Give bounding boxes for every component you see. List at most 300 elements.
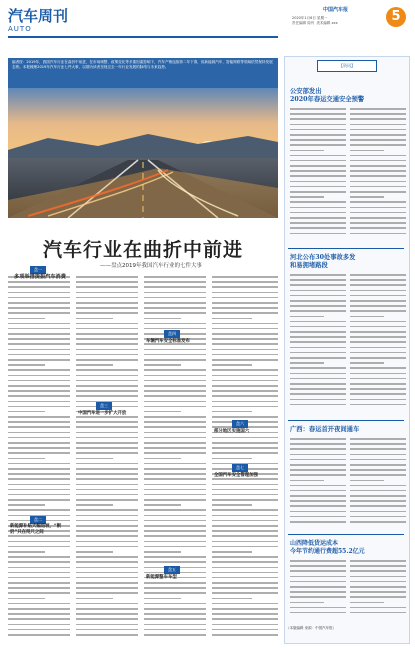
text-line (212, 608, 278, 610)
text-line (212, 458, 252, 460)
text-line (144, 401, 206, 403)
text-line (8, 608, 70, 610)
text-line (144, 359, 206, 361)
text-line (144, 416, 206, 418)
text-line (212, 328, 278, 330)
text-line (290, 383, 346, 385)
text-line (76, 442, 138, 444)
text-line (76, 561, 138, 563)
text-line (76, 338, 138, 340)
text-line (144, 468, 206, 470)
text-line (290, 113, 346, 115)
text-line (350, 448, 406, 450)
text-line (8, 458, 45, 460)
text-line (76, 468, 138, 470)
text-line (212, 551, 252, 553)
text-line (212, 307, 278, 309)
text-line (8, 463, 70, 465)
text-line (350, 591, 406, 593)
text-line (290, 378, 346, 380)
text-line (212, 302, 278, 304)
text-line (212, 318, 252, 320)
text-line (350, 388, 406, 390)
text-line (8, 338, 70, 340)
text-line (290, 217, 346, 219)
section-tag-5: 盘五 (164, 566, 180, 574)
text-line (290, 393, 346, 395)
text-line (76, 302, 138, 304)
text-line (144, 603, 206, 605)
text-line (76, 499, 138, 501)
sidebar-item-1-body-b (350, 108, 406, 242)
text-line (8, 509, 70, 511)
text-line (144, 390, 206, 392)
text-line (290, 295, 346, 297)
text-line (76, 520, 138, 522)
sidebar-item-2-body-a (290, 274, 346, 414)
text-line (76, 276, 138, 278)
text-line (76, 478, 138, 480)
text-line (350, 607, 406, 609)
text-line (212, 390, 278, 392)
text-line (144, 582, 206, 584)
text-line (290, 181, 346, 183)
text-line (212, 437, 278, 439)
text-line (290, 454, 346, 456)
text-line (212, 603, 278, 605)
section-subtitle-2: 新能源补贴大幅退坡，“断奶”只在咫尺之间 (10, 524, 62, 535)
text-line (350, 336, 406, 338)
text-line (76, 494, 138, 496)
article-headline: 汽车行业在曲折中前进 (42, 239, 243, 261)
text-line (290, 576, 346, 578)
text-line (8, 442, 70, 444)
text-line (76, 328, 138, 330)
text-line (144, 561, 206, 563)
text-line (350, 124, 406, 126)
text-line (8, 452, 70, 454)
text-line (290, 362, 324, 364)
text-line (290, 134, 346, 136)
text-line (290, 591, 346, 593)
text-line (212, 286, 278, 288)
text-line (290, 336, 346, 338)
text-line (212, 369, 278, 371)
sidebar-item-3-body-a (290, 438, 346, 528)
text-line (76, 369, 138, 371)
text-line (290, 222, 346, 224)
text-line (350, 274, 406, 276)
text-line (76, 312, 138, 314)
text-line (350, 612, 406, 614)
text-line (290, 160, 346, 162)
text-line (144, 406, 206, 408)
text-line (144, 535, 206, 537)
text-line (212, 530, 278, 532)
text-line (212, 359, 278, 361)
text-line (290, 516, 346, 518)
text-line (8, 426, 70, 428)
text-line (350, 367, 406, 369)
text-line (290, 357, 346, 359)
text-line (212, 375, 278, 377)
text-line (212, 624, 278, 626)
text-line (290, 274, 346, 276)
text-line (76, 608, 138, 610)
text-line (144, 509, 206, 511)
text-line (76, 463, 138, 465)
text-line (212, 364, 252, 366)
text-line (212, 509, 278, 511)
text-line (8, 624, 70, 626)
text-line (212, 592, 278, 594)
text-line (8, 582, 70, 584)
section-title: 汽车周刊 (8, 7, 69, 25)
text-line (350, 521, 406, 523)
text-line (350, 108, 406, 110)
text-line (290, 480, 324, 482)
text-line (144, 530, 206, 532)
text-line (212, 618, 278, 620)
text-line (144, 592, 206, 594)
text-line (212, 582, 278, 584)
section-subtitle-7: 全国汽车安全管理加强 (214, 473, 258, 478)
sidebar-item-2-title: 河北公布30处事故多发 和易拥堵路段 (290, 254, 356, 269)
text-line (290, 464, 346, 466)
text-line (290, 586, 346, 588)
text-line (350, 284, 406, 286)
text-line (8, 603, 70, 605)
text-line (76, 624, 138, 626)
text-line (350, 454, 406, 456)
text-line (8, 302, 70, 304)
text-line (212, 385, 278, 387)
text-line (350, 485, 406, 487)
text-line (212, 504, 252, 506)
section-subtitle-3: 中国汽车进一步扩大开放 (78, 411, 127, 416)
text-line (350, 511, 406, 513)
text-line (144, 297, 206, 299)
body-column-2 (76, 276, 138, 640)
text-line (8, 546, 70, 548)
text-line (212, 556, 278, 558)
text-line (290, 459, 346, 461)
text-line (350, 326, 406, 328)
text-line (212, 323, 278, 325)
text-line (290, 341, 346, 343)
text-line (8, 333, 70, 335)
text-line (290, 500, 346, 502)
text-line (8, 297, 70, 299)
text-line (290, 155, 346, 157)
masthead-rule (8, 36, 278, 38)
text-line (144, 281, 206, 283)
text-line (76, 375, 138, 377)
text-line (212, 292, 278, 294)
text-line (76, 556, 138, 558)
text-line (350, 290, 406, 292)
text-line (76, 525, 138, 527)
text-line (144, 541, 206, 543)
text-line (350, 331, 406, 333)
section-subtitle-5: 新能源整车车型 (146, 575, 177, 580)
text-line (144, 421, 206, 423)
text-line (144, 463, 206, 465)
text-line (290, 227, 346, 229)
text-line (76, 613, 138, 615)
text-line (290, 144, 346, 146)
text-line (76, 515, 138, 517)
text-line (8, 468, 70, 470)
text-line (290, 233, 346, 235)
text-line (144, 452, 206, 454)
text-line (350, 378, 406, 380)
text-line (212, 587, 278, 589)
sidebar-item-4-body-b (350, 560, 406, 622)
text-line (212, 349, 278, 351)
text-line (144, 318, 181, 320)
text-line (76, 473, 138, 475)
text-line (76, 530, 138, 532)
text-line (290, 321, 346, 323)
text-line (76, 323, 138, 325)
text-line (76, 318, 113, 320)
text-line (76, 489, 138, 491)
text-line (76, 587, 138, 589)
text-line (290, 448, 346, 450)
text-line (290, 474, 346, 476)
text-line (290, 108, 346, 110)
text-line (290, 207, 346, 209)
text-line (212, 484, 278, 486)
section-subtitle-6: 部分地区实施国六 (214, 429, 250, 434)
text-line (350, 222, 406, 224)
text-line (350, 459, 406, 461)
text-line (76, 390, 138, 392)
text-line (350, 201, 406, 203)
text-line (350, 170, 406, 172)
text-line (8, 406, 70, 408)
sidebar-item-1-body-a (290, 108, 346, 242)
text-line (144, 618, 206, 620)
text-line (144, 629, 206, 631)
text-line (350, 393, 406, 395)
section-subtitle-4: 车辆汽车安全标准发布 (146, 339, 190, 344)
text-line (212, 489, 278, 491)
text-line (350, 565, 406, 567)
text-line (144, 608, 206, 610)
text-line (8, 494, 70, 496)
text-line (76, 343, 138, 345)
text-line (76, 333, 138, 335)
text-line (8, 432, 70, 434)
text-line (76, 385, 138, 387)
text-line (350, 576, 406, 578)
text-line (290, 570, 346, 572)
text-line (350, 357, 406, 359)
text-line (290, 511, 346, 513)
text-line (290, 279, 346, 281)
text-line (144, 302, 206, 304)
text-line (290, 490, 346, 492)
text-line (350, 295, 406, 297)
body-column-4 (212, 276, 278, 640)
text-line (212, 535, 278, 537)
sidebar-divider-2 (288, 420, 404, 421)
text-line (350, 438, 406, 440)
text-line (8, 473, 70, 475)
text-line (8, 551, 45, 553)
text-line (212, 312, 278, 314)
sidebar-source-note: （本版编辑 来源：中国汽车报） (286, 626, 337, 630)
text-line (290, 284, 346, 286)
text-line (350, 175, 406, 177)
text-line (8, 598, 45, 600)
article-subhead: ——盘点2019年我国汽车行业的七件大事 (100, 263, 202, 269)
text-line (290, 560, 346, 562)
text-line (8, 577, 70, 579)
section-tag-4: 盘四 (164, 330, 180, 338)
text-line (350, 134, 406, 136)
text-line (212, 333, 278, 335)
text-line (144, 292, 206, 294)
text-line (76, 618, 138, 620)
sidebar-item-3-body-b (350, 438, 406, 528)
text-line (8, 567, 70, 569)
section-tag-6: 盘六 (232, 420, 248, 428)
text-line (8, 292, 70, 294)
text-line (350, 586, 406, 588)
text-line (144, 354, 206, 356)
text-line (290, 438, 346, 440)
sidebar-item-3-title: 广西：春运首开夜间通车 (290, 426, 360, 433)
text-line (8, 312, 70, 314)
text-line (76, 592, 138, 594)
text-line (8, 318, 45, 320)
text-line (144, 499, 206, 501)
text-line (8, 390, 70, 392)
text-line (144, 385, 206, 387)
text-line (76, 349, 138, 351)
text-line (144, 458, 181, 460)
text-line (350, 516, 406, 518)
text-line (290, 607, 346, 609)
text-line (8, 307, 70, 309)
text-line (350, 464, 406, 466)
text-line (290, 612, 346, 614)
text-line (350, 495, 406, 497)
text-line (290, 505, 346, 507)
text-line (350, 560, 406, 562)
text-line (290, 367, 346, 369)
text-line (76, 395, 138, 397)
text-line (8, 489, 70, 491)
text-line (212, 561, 278, 563)
text-line (76, 629, 138, 631)
text-line (290, 326, 346, 328)
text-line (350, 196, 384, 198)
text-line (8, 592, 70, 594)
section-subtitle-1: 多项举措提振汽车消费 (14, 274, 66, 280)
text-line (212, 395, 278, 397)
text-line (350, 212, 406, 214)
text-line (212, 577, 278, 579)
text-line (144, 484, 206, 486)
body-column-1 (8, 276, 70, 640)
text-line (350, 404, 406, 406)
text-line (350, 505, 406, 507)
sidebar-item-2-body-b (350, 274, 406, 414)
sidebar-item-4-body-a (290, 560, 346, 622)
text-line (212, 447, 278, 449)
text-line (350, 321, 406, 323)
text-line (290, 352, 346, 354)
text-line (212, 343, 278, 345)
text-line (76, 541, 138, 543)
text-line (8, 478, 70, 480)
text-line (144, 411, 181, 413)
text-line (144, 364, 181, 366)
intro-text: 编者按：2019年，我国汽车行业在曲折中前进，在市场调整、政策变化等多重因素影响下，汽车产销连续第二年下滑，但新能源汽车、智能网联等领域依然保持发展态势。本报梳理2019年汽车行业七件大事，以期为读者呈现过去一年行业发展的脉络与未来趋势。 (12, 60, 273, 69)
text-line (290, 521, 346, 523)
text-line (290, 469, 346, 471)
text-line (144, 395, 206, 397)
text-line (350, 341, 406, 343)
text-line (8, 613, 70, 615)
text-line (290, 201, 346, 203)
text-line (144, 624, 206, 626)
text-line (350, 596, 406, 598)
text-line (350, 443, 406, 445)
text-line (212, 401, 278, 403)
text-line (350, 480, 384, 482)
text-line (212, 478, 278, 480)
text-line (212, 281, 278, 283)
text-line (350, 279, 406, 281)
text-line (8, 634, 70, 636)
text-line (290, 495, 346, 497)
text-line (212, 276, 278, 278)
text-line (144, 380, 206, 382)
text-line (144, 349, 206, 351)
section-tag-1: 盘一 (30, 266, 46, 274)
text-line (76, 567, 138, 569)
text-line (144, 525, 206, 527)
text-line (290, 602, 324, 604)
text-line (8, 369, 70, 371)
text-line (76, 307, 138, 309)
text-line (144, 369, 206, 371)
text-line (350, 160, 406, 162)
text-line (8, 447, 70, 449)
text-line (76, 286, 138, 288)
text-line (8, 416, 70, 418)
text-line (8, 561, 70, 563)
text-line (212, 546, 278, 548)
text-line (212, 416, 278, 418)
text-line (212, 525, 278, 527)
text-line (290, 581, 346, 583)
text-line (144, 307, 206, 309)
text-line (350, 399, 406, 401)
text-line (290, 596, 346, 598)
text-line (350, 347, 406, 349)
text-line (212, 406, 278, 408)
text-line (212, 572, 278, 574)
text-line (144, 437, 206, 439)
text-line (76, 484, 138, 486)
text-line (212, 515, 278, 517)
